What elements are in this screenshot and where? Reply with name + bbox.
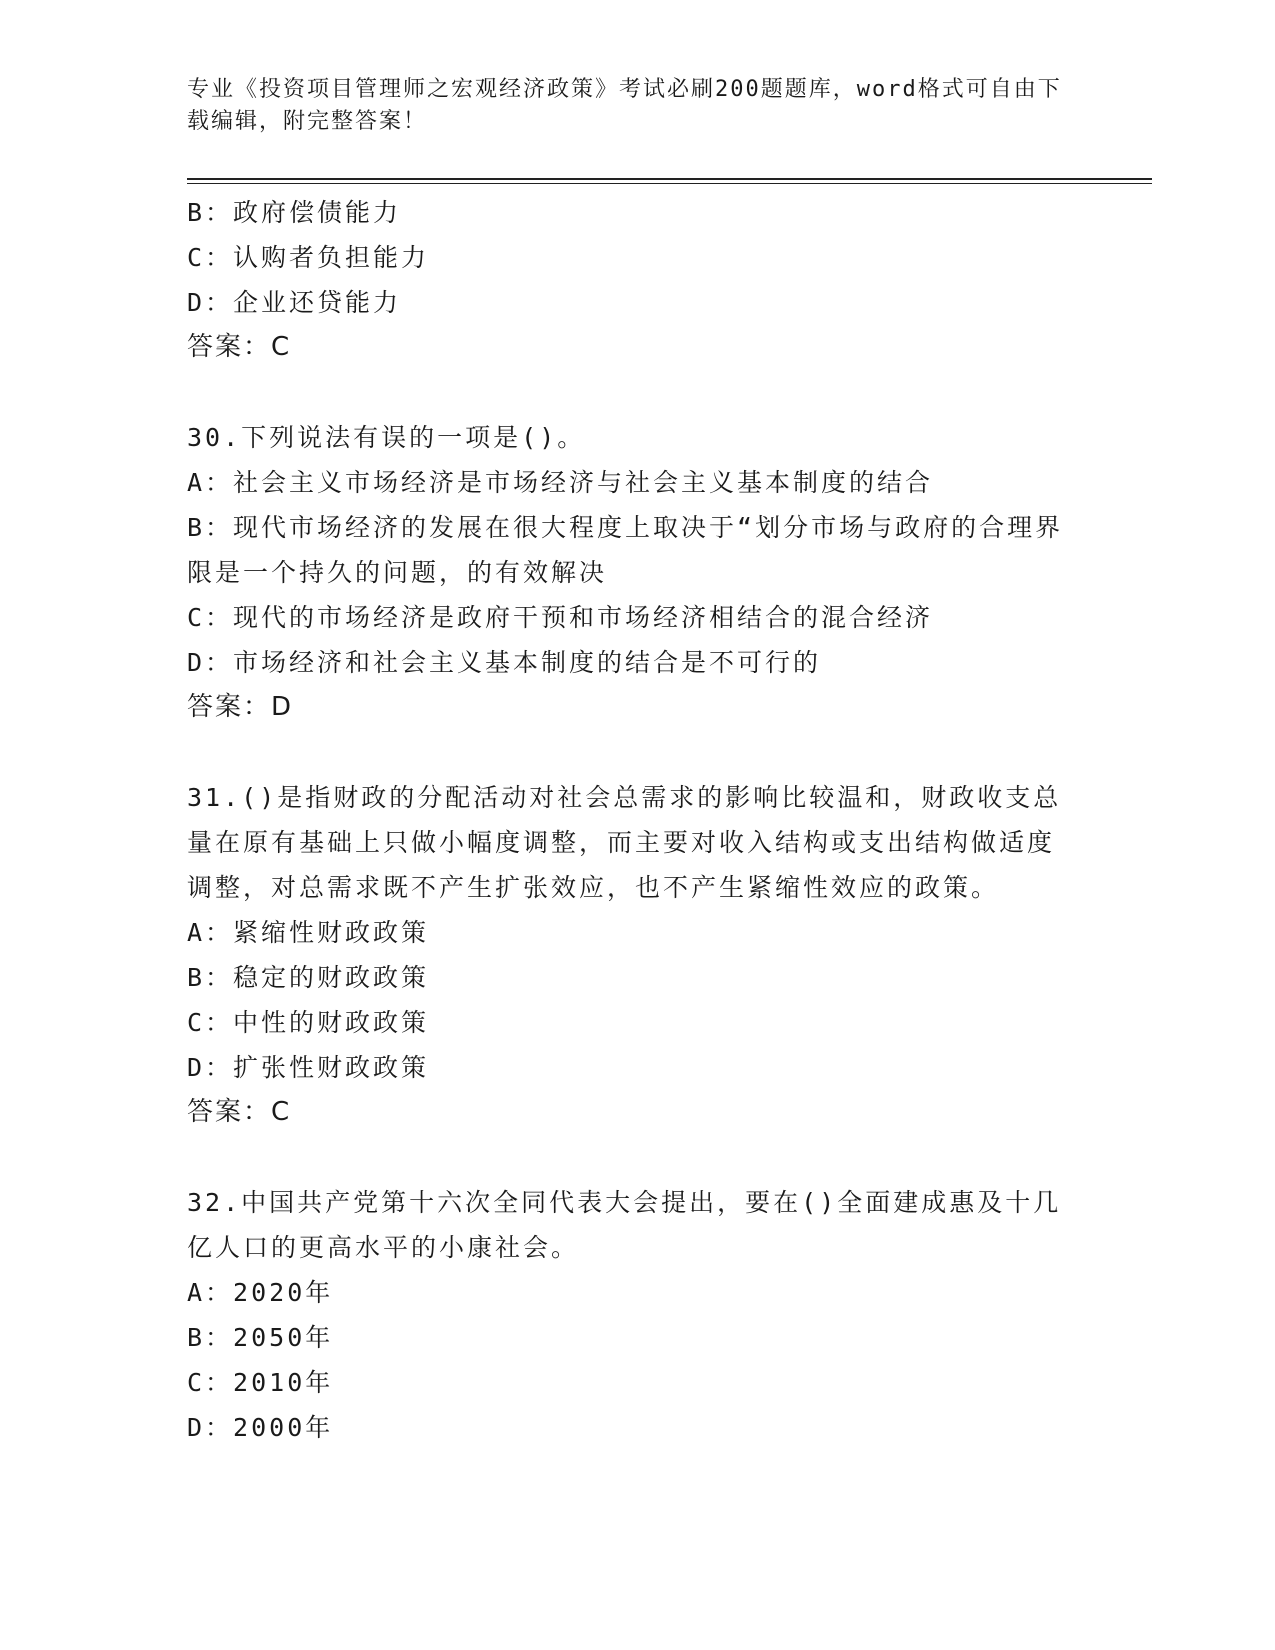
answer: 答案：D (187, 692, 294, 722)
header-rule-thick (187, 178, 1152, 180)
option-c: C：现代的市场经济是政府干预和市场经济相结合的混合经济 (187, 603, 934, 632)
option-c: C：2010年 (187, 1368, 334, 1397)
option-b: B：2050年 (187, 1323, 334, 1352)
spacer (187, 730, 1077, 775)
option-a: A：社会主义市场经济是市场经济与社会主义基本制度的结合 (187, 468, 934, 497)
spacer (187, 1135, 1077, 1180)
option-b: B：稳定的财政政策 (187, 963, 430, 992)
question-32 (187, 1180, 1077, 1450)
document-header: 专业《投资项目管理师之宏观经济政策》考试必刷200题题库，word格式可自由下载编辑，附完整答案！ (187, 77, 1062, 134)
option-c: C：中性的财政政策 (187, 1008, 430, 1037)
option-d: D：市场经济和社会主义基本制度的结合是不可行的 (187, 648, 822, 677)
option-a: A：紧缩性财政政策 (187, 918, 430, 947)
option-c: C：认购者负担能力 (187, 243, 430, 272)
question-31 (187, 775, 1077, 1135)
question-text: 30.下列说法有误的一项是()。 (187, 423, 586, 452)
option-a: A：2020年 (187, 1278, 334, 1307)
option-b: B：政府偿债能力 (187, 198, 402, 227)
option-b: B：现代市场经济的发展在很大程度上取决于“划分市场与政府的合理界限是一个持久的问题，的有效解决 (187, 513, 1064, 587)
answer: 答案：C (187, 1097, 292, 1127)
spacer (187, 370, 1077, 415)
answer: 答案：C (187, 332, 292, 362)
question-30 (187, 415, 1077, 730)
document-body (187, 190, 1077, 1450)
header-rule-thin (187, 183, 1152, 184)
option-d: D：企业还贷能力 (187, 288, 402, 317)
question-text: 32.中国共产党第十六次全同代表大会提出，要在()全面建成惠及十几亿人口的更高水平的小康社会。 (187, 1188, 1062, 1262)
question-29 (187, 190, 1077, 370)
question-text: 31.()是指财政的分配活动对社会总需求的影响比较温和，财政收支总量在原有基础上只做小幅度调整，而主要对收入结构或支出结构做适度调整，对总需求既不产生扩张效应，也不产生紧缩性效应的政策。 (187, 783, 1062, 902)
option-d: D：2000年 (187, 1413, 334, 1442)
option-d: D：扩张性财政政策 (187, 1053, 430, 1082)
